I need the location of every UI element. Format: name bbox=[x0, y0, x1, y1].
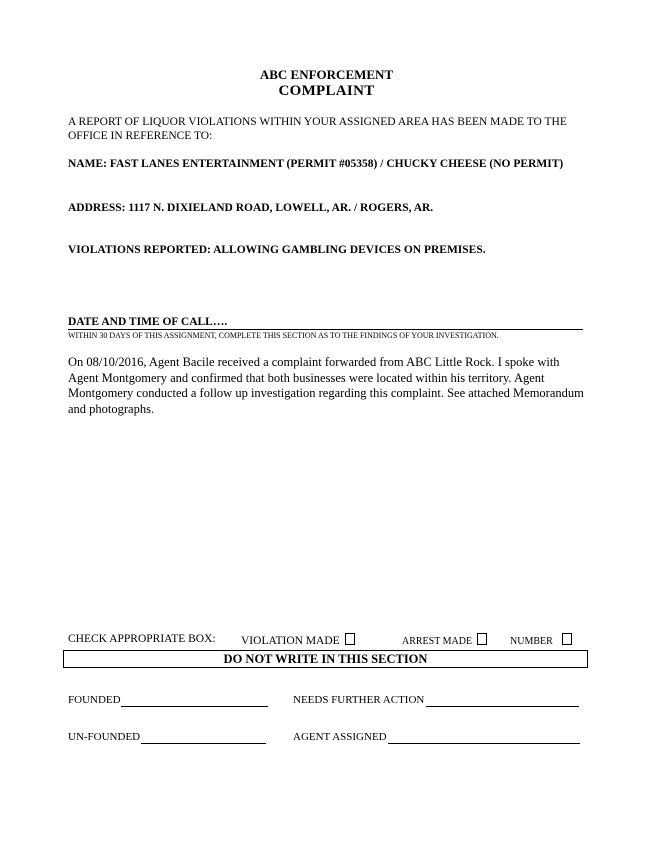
form-title: COMPLAINT bbox=[278, 83, 375, 99]
date-time-of-call bbox=[68, 316, 583, 330]
unfounded-field[interactable] bbox=[141, 743, 266, 744]
arrest-made-checkbox[interactable] bbox=[477, 633, 487, 645]
founded-field[interactable] bbox=[121, 706, 268, 707]
violations-line: VIOLATIONS REPORTED: ALLOWING GAMBLING DEVICES ON PREMISES. bbox=[68, 244, 486, 256]
name-line: NAME: FAST LANES ENTERTAINMENT (PERMIT #05358) / CHUCKY CHEESE (NO PERMIT) bbox=[68, 158, 564, 170]
violation-made-option bbox=[241, 633, 355, 647]
arrest-made-label: ARREST MADE bbox=[402, 636, 473, 647]
agent-assigned-label: AGENT ASSIGNED bbox=[293, 731, 387, 743]
unfounded-label: UN-FOUNDED bbox=[68, 731, 141, 743]
needs-further-action-label: NEEDS FURTHER ACTION bbox=[293, 694, 425, 706]
address-line: ADDRESS: 1117 N. DIXIELAND ROAD, LOWELL, AR. / ROGERS, AR. bbox=[68, 202, 434, 214]
number-option bbox=[510, 633, 572, 647]
number-checkbox[interactable] bbox=[562, 633, 572, 645]
needs-further-action-field[interactable] bbox=[426, 706, 579, 707]
instructions-text: WITHIN 30 DAYS OF THIS ASSIGNMENT, COMPLETE THIS SECTION AS TO THE FINDINGS OF YOUR INVESTIGATION. bbox=[68, 331, 499, 340]
date-time-label: DATE AND TIME OF CALL…. bbox=[68, 316, 228, 328]
violation-made-label: VIOLATION MADE bbox=[241, 635, 340, 647]
findings-text: On 08/10/2016, Agent Bacile received a complaint forwarded from ABC Little Rock. I spoke with Agent Montgomery and confirmed that both businesses were located within his territory. Agent Montgomery conducted a follow up investigation regarding this complaint. See attached Memorandum and photographs. bbox=[68, 355, 584, 416]
violation-made-checkbox[interactable] bbox=[345, 633, 355, 645]
number-label: NUMBER bbox=[510, 636, 553, 647]
check-box-label: CHECK APPROPRIATE BOX: bbox=[68, 633, 216, 645]
arrest-made-option bbox=[402, 633, 487, 647]
intro-text: A REPORT OF LIQUOR VIOLATIONS WITHIN YOUR ASSIGNED AREA HAS BEEN MADE TO THE OFFICE IN REFERENCE TO: bbox=[68, 116, 567, 142]
agent-assigned-field[interactable] bbox=[388, 743, 580, 744]
founded-label: FOUNDED bbox=[68, 694, 121, 706]
agency-title: ABC ENFORCEMENT bbox=[259, 67, 394, 82]
do-not-write-banner: DO NOT WRITE IN THIS SECTION bbox=[63, 650, 588, 668]
